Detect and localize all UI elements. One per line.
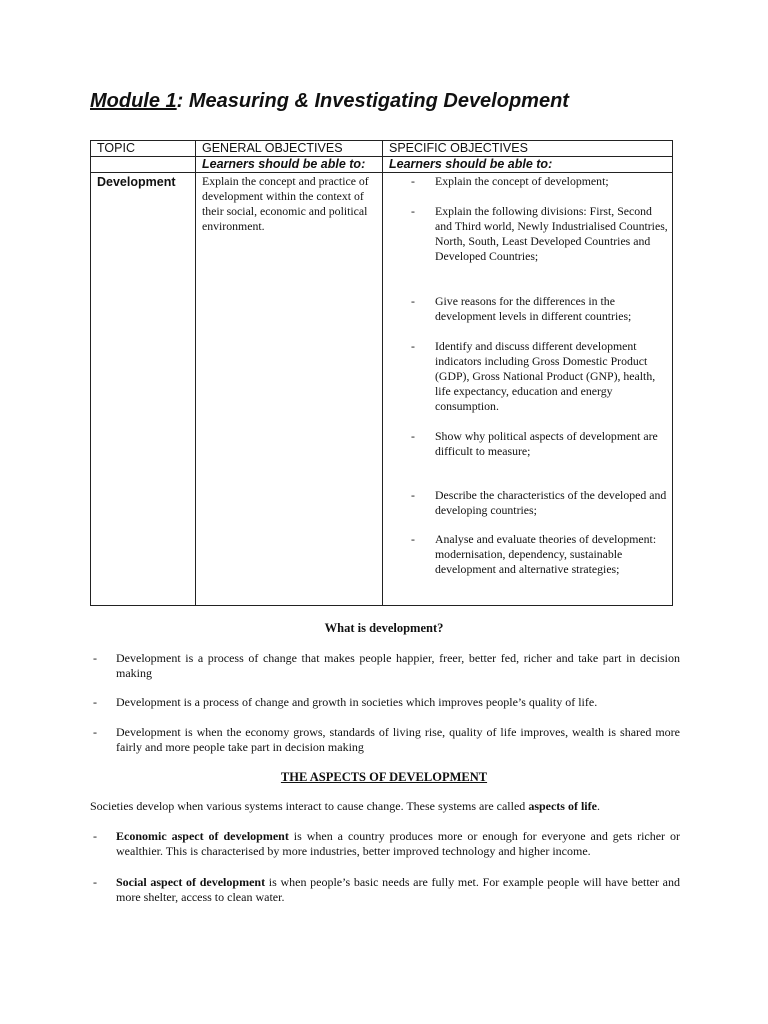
list-item: - Identify and discuss different development indicators including Gross Domestic Product (GDP), Gross National Product (GNP), health, life expectancy, education and energy consumption. — [403, 339, 668, 414]
table-row — [91, 173, 673, 606]
module-number: Module 1 — [90, 90, 177, 112]
subheader-general: Learners should be able to: — [196, 157, 383, 173]
list-item: - Describe the characteristics of the developed and developing countries; — [403, 488, 668, 518]
objectives-table — [90, 140, 673, 606]
definition-item — [90, 695, 680, 710]
module-title — [90, 90, 569, 113]
list-item: - Analyse and evaluate theories of development: modernisation, dependency, sustainable development and alternative strategies; — [403, 532, 668, 577]
definition-text: Development is a process of change that makes people happier, freer, better fed, richer and take part in decision making — [116, 651, 680, 680]
bullet-dash: - — [93, 725, 97, 739]
section-heading-what-is-development: What is development? — [324, 621, 444, 635]
aspect-description: is when a country produces more or enough for everyone and gets richer or wealthier. This is characterised by more industries, better improved technology and higher income. — [116, 829, 680, 858]
section-heading-aspects: THE ASPECTS OF DEVELOPMENT — [280, 770, 488, 784]
table-subheader-row — [91, 157, 673, 173]
aspect-term: Social aspect of development — [116, 875, 266, 889]
aspect-item-social — [90, 875, 680, 905]
list-item: - Show why political aspects of development are difficult to measure; — [403, 429, 668, 459]
header-topic: TOPIC — [91, 141, 196, 157]
aspects-intro-text: Societies develop when various systems interact to cause change. These systems are called — [90, 799, 529, 813]
definition-item — [90, 725, 680, 755]
module-title-text: : Measuring & Investigating Development — [176, 90, 569, 112]
aspect-term: Economic aspect of development — [116, 829, 289, 843]
subheader-empty — [91, 157, 196, 173]
header-specific-objectives: SPECIFIC OBJECTIVES — [383, 141, 673, 157]
bullet-dash: - — [93, 695, 97, 709]
header-general-objectives: GENERAL OBJECTIVES — [196, 141, 383, 157]
aspect-item-economic — [90, 829, 680, 859]
aspects-intro-end: . — [596, 799, 600, 813]
aspect-description: is when people’s basic needs are fully met. For example people will have better and more shelter, access to clean water. — [116, 875, 680, 904]
general-objective-cell: Explain the concept and practice of development within the context of their social, economic and political environment. — [196, 173, 383, 606]
aspects-intro-bold: aspects of life — [528, 799, 597, 813]
bullet-dash: - — [93, 829, 97, 843]
list-item: - Explain the concept of development; — [403, 174, 668, 189]
bullet-dash: - — [93, 651, 97, 665]
definition-text: Development is when the economy grows, standards of living rise, quality of life improves, wealth is shared more fairly and more people take part in decision making — [116, 725, 680, 754]
definition-text: Development is a process of change and growth in societies which improves people’s quality of life. — [116, 695, 598, 709]
table-header-row — [91, 141, 673, 157]
subheader-specific: Learners should be able to: — [383, 157, 673, 173]
list-item: - Give reasons for the differences in the development levels in different countries; — [403, 294, 668, 324]
topic-cell: Development — [91, 173, 196, 606]
list-item: - Explain the following divisions: First, Second and Third world, Newly Industrialised Countries, North, South, Least Developed Countries and Developed Countries; — [403, 204, 668, 264]
definition-item — [90, 651, 680, 681]
aspects-intro — [90, 799, 680, 814]
specific-objectives-list — [403, 174, 668, 577]
bullet-dash: - — [93, 875, 97, 889]
specific-objectives-cell — [383, 173, 673, 606]
